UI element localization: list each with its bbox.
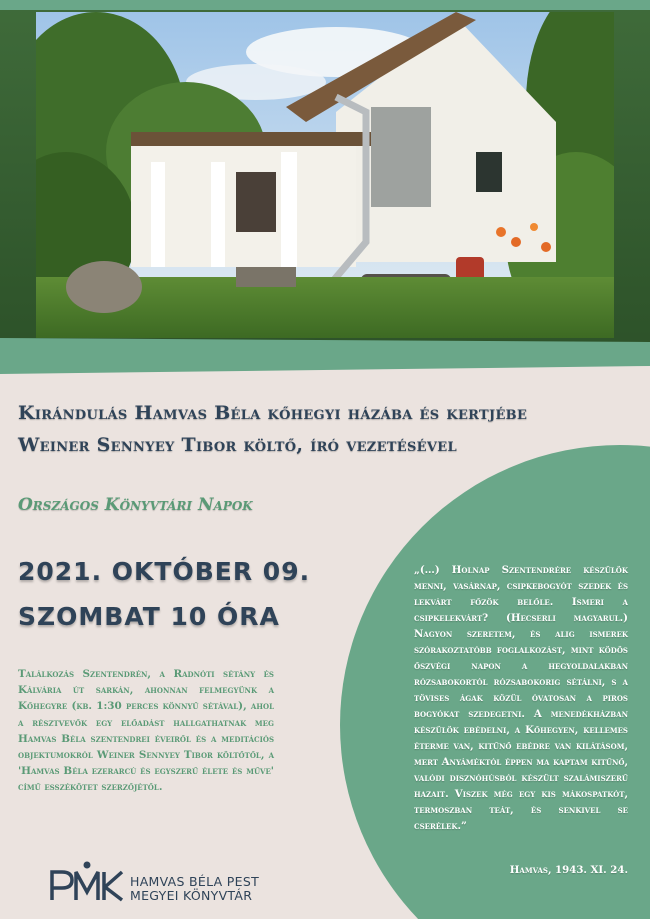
library-logo <box>48 860 288 904</box>
event-time: SZOMBAT 10 ÓRA <box>18 602 280 631</box>
event-title-line1: Kirándulás Hamvas Béla kőhegyi házába és kertjébe <box>18 402 528 424</box>
library-name-line1: HAMVAS BÉLA PEST <box>130 874 260 889</box>
photo-frame <box>0 0 650 352</box>
quote-source: Hamvas, 1943. XI. 24. <box>509 864 628 876</box>
event-title-line2: Weiner Sennyey Tibor költő, író vezetésével <box>18 434 457 456</box>
hamvas-quote: „(…) Holnap Szentendrére készülök menni, vasárnap, csipkebogyót szedek és lekvárt főzök belőle. Ismeri a csipkelekvárt? (Hecserli magyarul.) Nagyon szeretem, és alig ismerek szórakoztatóbb foglalkozást, mint ködös őszvégi napon a hegyoldalakban rózsabokortól rózsabokorig sétálni, s a tövises ágak közül óvatosan a piros bogyókat szedegetni. A menedékházban készülök ebédelni, a Kőhegyen, kellemes éterme van, kitűnő ebédre van kilátásom, mert Anyáméktól éppen ma kaptam kitűnő, valódi disznóhúsból készült szalámiszerű hazait. Viszek még egy kis mákospatkót, termoszban teát, és senkivel se cserélek.” <box>414 564 628 832</box>
event-date: 2021. OKTÓBER 09. <box>18 557 311 586</box>
pmk-logo-icon <box>48 860 126 904</box>
house-photo <box>36 12 614 338</box>
event-description: Találkozás Szentendrén, a Radnóti sétány és Kálvária út sarkán, ahonnan felmegyünk a Kőhegyre (kb. 1:30 perces könnyű sétával), ahol a résztvevők egy előadást hallgathatnak meg Hamvas Béla szentendrei éveiről és a meditációs objektumokról Weiner Sennyey Tibor költőtől, a 'Hamvas Béla ezerarcú és egyszerű élete és műve' című esszékötet szerzőjétől. <box>18 668 274 794</box>
library-name-line2: MEGYEI KÖNYVTÁR <box>130 888 253 903</box>
event-subtitle: Országos Könyvtári Napok <box>18 495 253 515</box>
